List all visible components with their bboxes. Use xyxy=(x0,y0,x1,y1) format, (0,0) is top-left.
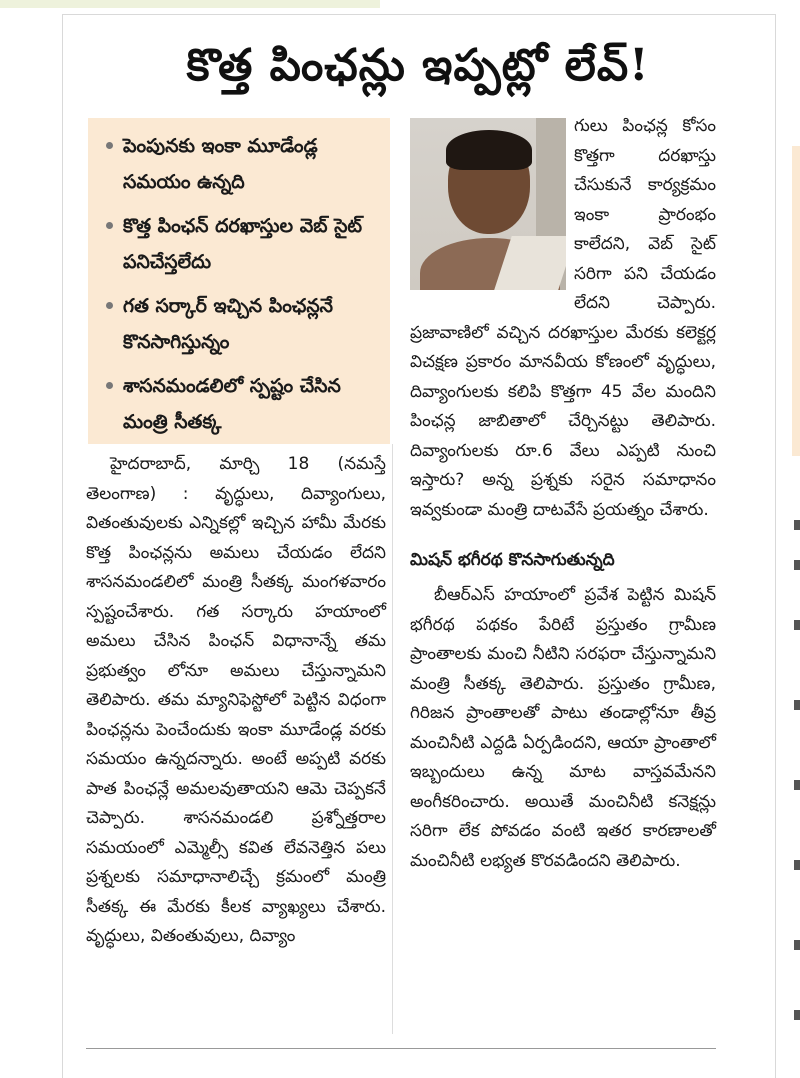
article-column-2 xyxy=(410,112,716,876)
minister-photo xyxy=(410,118,566,290)
highlight-item xyxy=(102,368,378,440)
subheading: మిషన్ భగీరథ కొనసాగుతున్నది xyxy=(410,550,615,570)
column1-body: హైదరాబాద్, మార్చి 18 (నమస్తే తెలంగాణ) : వృద్ధులు, దివ్యాంగులు, వితంతువులకు ఎన్నికల్లో ఇచ్చిన హామీ మేరకు కొత్త పింఛన్లను అమలు చేయడం లేదని శాసనమండలిలో మంత్రి సీతక్క మంగళవారం స్పష్టంచేశారు. గత సర్కారు హయాంలో అమలు చేసిన పింఛన్ విధానాన్నే తమ ప్రభుత్వం లోనూ అమలు చేస్తున్నామని తెలిపారు. తమ మ్యానిఫెస్టోలో పెట్టిన విధంగా పింఛన్లను పెంచేందుకు ఇంకా మూడేండ్ల వరకు సమయం ఉన్నదన్నారు. అంటే అప్పటి వరకు పాత పింఛన్లే అమలవుతాయని ఆమె చెప్పకనే చెప్పారు. శాసనమండలి ప్రశ్నోత్తరాల సమయంలో ఎమ్మెల్సీ కవిత లేవనెత్తిన పలు ప్రశ్నలకు సమాధానాలిచ్చే క్రమంలో మంత్రి సీతక్క ఈ మేరకు కీలక వ్యాఖ్యలు చేశారు. వృద్ధులు, వితంతువులు, దివ్యాం xyxy=(86,454,386,946)
highlight-text: శాసనమండలిలో స్పష్టం చేసిన మంత్రి సీతక్క xyxy=(123,375,341,433)
highlight-text: కొత్త పింఛన్ దరఖాస్తుల వెబ్ సైట్ పనిచేస్తలేదు xyxy=(123,215,363,273)
bullet-icon xyxy=(106,382,113,389)
highlight-item xyxy=(102,128,378,200)
column2-body: గులు పింఛన్ల కోసం కొత్తగా దరఖాస్తు చేసుకునే కార్యక్రమం ఇంకా ప్రారంభం కాలేదని, వెబ్ సైట్ సరిగా పని చేయడం లేదని చెప్పారు. ప్రజావాణిలో వచ్చిన దరఖాస్తుల మేరకు కలెక్టర్ల విచక్షణ ప్రకారం మానవీయ కోణంలో వృద్ధులు, దివ్యాంగులకు కలిపి కొత్తగా 45 వేల మందిని పింఛన్ల జాబితాలో చేర్చినట్టు తెలిపారు. దివ్యాంగులకు రూ.6 వేలు ఎప్పటి నుంచి ఇస్తారు? అన్న ప్రశ్నకు సరైన సమాధానం ఇవ్వకుండా మంత్రి దాటవేసే ప్రయత్నం చేశారు. xyxy=(410,116,716,520)
highlight-text: గత సర్కార్ ఇచ్చిన పింఛన్లనే కొనసాగిస్తున్నం xyxy=(123,295,334,353)
bullet-icon xyxy=(106,222,113,229)
highlight-item xyxy=(102,288,378,360)
bottom-divider xyxy=(86,1048,716,1049)
highlight-item xyxy=(102,208,378,280)
article-column-1 xyxy=(86,450,386,952)
highlights-box xyxy=(88,118,390,444)
adjacent-highlight-strip xyxy=(792,146,800,456)
column-divider xyxy=(392,444,393,1034)
bullet-icon xyxy=(106,302,113,309)
highlight-text: పెంపునకు ఇంకా మూడేండ్ల సమయం ఉన్నది xyxy=(123,135,318,193)
bullet-icon xyxy=(106,142,113,149)
column2-body-2: బీఆర్ఎస్ హయాంలో ప్రవేశ పెట్టిన మిషన్ భగీరథ పథకం పేరిటే ప్రస్తుతం గ్రామీణ ప్రాంతాలకు మంచి నీటిని సరఫరా చేస్తున్నామని మంత్రి సీతక్క తెలిపారు. ప్రస్తుతం గ్రామీణ, గిరిజన ప్రాంతాలతో పాటు తండాల్లోనూ తీవ్ర మంచినీటి ఎద్దడి ఏర్పడిందని, ఆయా ప్రాంతాలో ఇబ్బందులు ఉన్న మాట వాస్తవమేనని అంగీకరించారు. అయితే మంచినీటి కనెక్షన్లు సరిగా లేక పోవడం వంటి ఇతర కారణాలతో మంచినీటి లభ్యత కొరవడిందని తెలిపారు. xyxy=(410,585,716,871)
adjacent-page-bleed xyxy=(0,0,380,8)
article-headline: కొత్త పింఛన్లు ఇప్పట్లో లేవ్! xyxy=(186,40,650,91)
